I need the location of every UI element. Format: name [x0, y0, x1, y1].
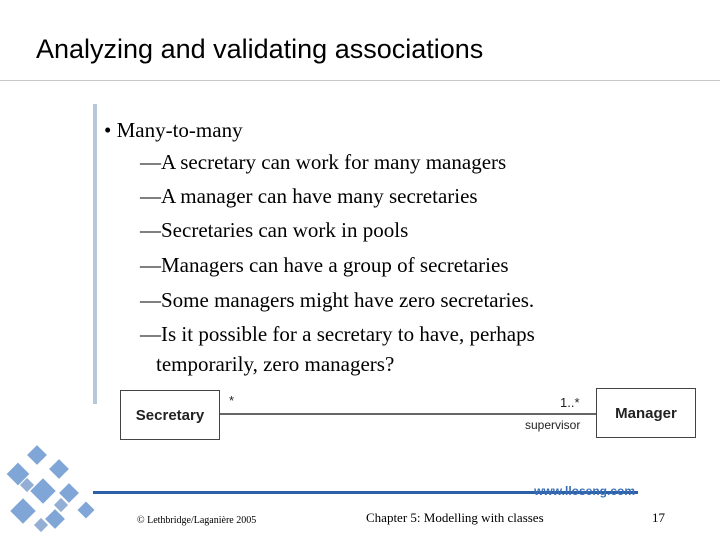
slide-title: Analyzing and validating associations — [36, 34, 484, 64]
content-side-bar — [93, 104, 97, 404]
page-number: 17 — [652, 510, 665, 525]
manager-class-box: Manager — [596, 388, 696, 438]
sub-item: —Some managers might have zero secretaries. — [140, 288, 535, 312]
sub-item-continuation: temporarily, zero managers? — [156, 352, 395, 376]
association-line — [220, 413, 596, 415]
secretary-class-box: Secretary — [120, 390, 220, 440]
book-logo-icon — [0, 440, 115, 540]
sub-item: —A secretary can work for many managers — [140, 150, 507, 174]
copyright-text: © Lethbridge/Laganière 2005 — [137, 515, 257, 526]
sub-item: —Secretaries can work in pools — [140, 218, 409, 242]
website-url[interactable]: www.lloseng.com — [534, 484, 635, 498]
bullet-many-to-many: • Many-to-many — [104, 118, 243, 142]
role-name: supervisor — [525, 418, 581, 432]
right-multiplicity: 1..* — [560, 395, 580, 410]
sub-item: —A manager can have many secretaries — [140, 184, 478, 208]
sub-item: —Managers can have a group of secretaries — [140, 253, 509, 277]
left-multiplicity: * — [229, 393, 235, 408]
chapter-label: Chapter 5: Modelling with classes — [366, 510, 544, 525]
sub-item: —Is it possible for a secretary to have, perhaps — [140, 322, 535, 346]
title-divider — [0, 80, 720, 81]
